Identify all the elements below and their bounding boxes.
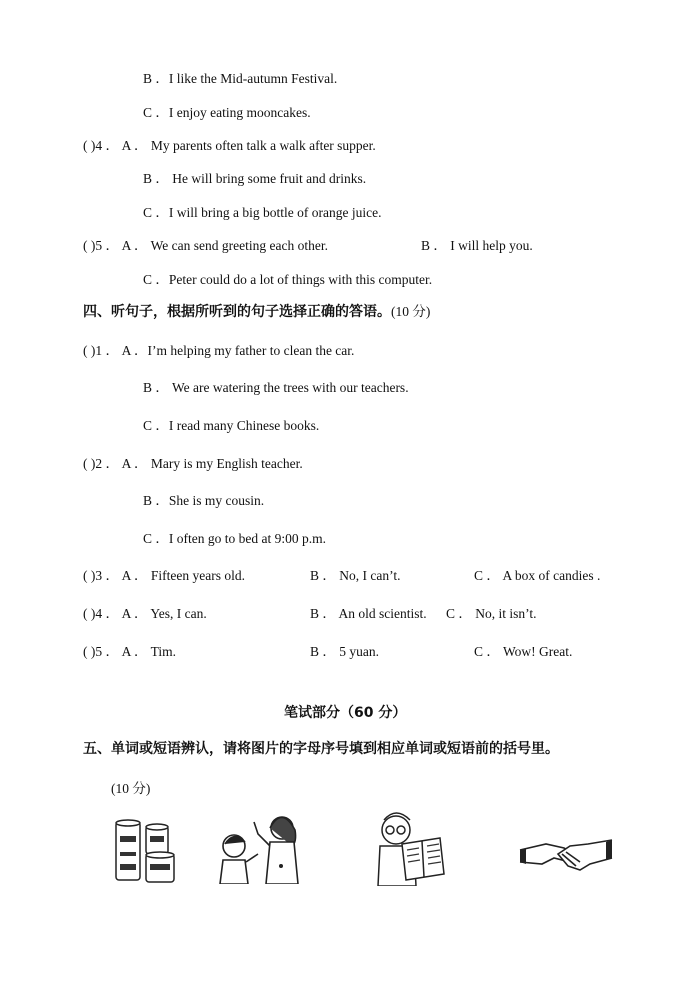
part4-heading-text: 四、听句子，根据所听到的句子选择正确的答语。 <box>83 304 391 320</box>
handshake-icon <box>518 826 614 878</box>
p4-q3-option-a: ( )3 ． A ． Fifteen years old. <box>83 568 245 583</box>
p4-q5-option-b: B ． 5 yuan. <box>310 644 379 659</box>
reading-newspaper-icon <box>374 810 448 886</box>
part5-heading: 五、单词或短语辨认，请将图片的字母序号填到相应单词或短语前的括号里。 <box>83 741 559 757</box>
cans-icon <box>110 818 182 886</box>
p3-q4-option-a: ( )4 ． A ． My parents often talk a walk after supper. <box>83 138 376 153</box>
p4-q2-option-b: B ．She is my cousin. <box>143 493 265 508</box>
p4-q1-option-a: ( )1 ． A ．I’m helping my father to clean the car. <box>83 343 355 358</box>
p4-q1-option-c: C ．I read many Chinese books. <box>143 418 320 433</box>
p4-q3-option-b: B ． No, I can’t. <box>310 568 401 583</box>
p4-q5-option-c: C ． Wow! Great. <box>474 644 573 659</box>
p3-q5-option-b: B ． I will help you. <box>421 238 533 253</box>
written-section-title: 笔试部分（60 分） <box>284 705 407 721</box>
p3-q5-option-a: ( )5 ． A ． We can send greeting each other. <box>83 238 328 253</box>
part5-score: (10 分) <box>111 781 151 796</box>
p4-q5-option-a: ( )5 ． A ． Tim. <box>83 644 177 659</box>
part4-heading <box>83 302 430 322</box>
p3-q3-option-c: C ．I enjoy eating mooncakes. <box>143 105 311 120</box>
p4-q2-option-c: C ．I often go to bed at 9:00 p.m. <box>143 531 326 546</box>
p3-q4-option-b: B ． He will bring some fruit and drinks. <box>143 171 367 186</box>
talking-people-icon <box>218 812 308 884</box>
p4-q2-option-a: ( )2 ． A ． Mary is my English teacher. <box>83 456 303 471</box>
p4-q4-option-c: C ． No, it isn’t. <box>446 606 537 621</box>
p4-q4-option-a: ( )4 ． A ． Yes, I can. <box>83 606 207 621</box>
p3-q4-option-c: C ．I will bring a big bottle of orange juice. <box>143 205 382 220</box>
part4-score: (10 分) <box>391 304 431 319</box>
p3-q5-option-c: C ．Peter could do a lot of things with this computer. <box>143 272 433 287</box>
p4-q3-option-c: C ． A box of candies . <box>474 568 601 583</box>
p3-q3-option-b: B ．I like the Mid-autumn Festival. <box>143 71 338 86</box>
p4-q1-option-b: B ． We are watering the trees with our teachers. <box>143 380 409 395</box>
p4-q4-option-b: B ． An old scientist. <box>310 606 427 621</box>
